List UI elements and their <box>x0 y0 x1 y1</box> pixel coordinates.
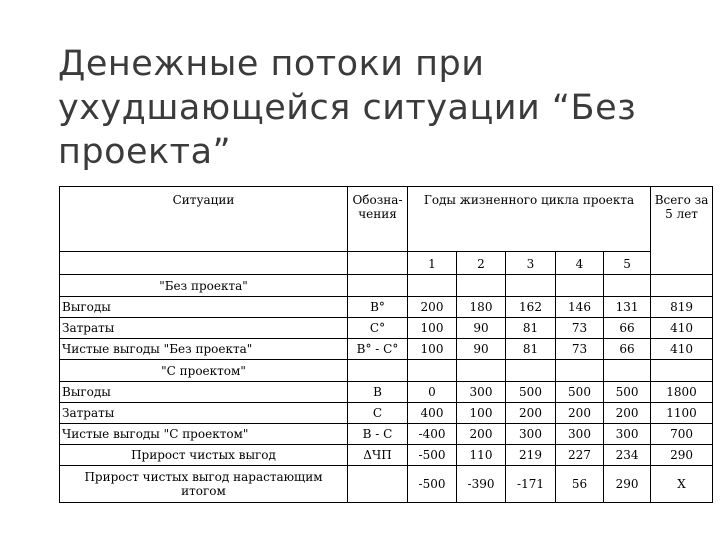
table-cell <box>408 360 457 382</box>
table-cell: 180 <box>457 297 506 318</box>
table-cell <box>651 275 713 297</box>
table-cell <box>457 275 506 297</box>
table-cell: 162 <box>506 297 556 318</box>
table-cell: 81 <box>506 318 556 339</box>
table-row-increment <box>60 445 713 466</box>
table-cell: 300 <box>506 424 556 445</box>
section-row-with <box>60 360 713 382</box>
table-cell: 300 <box>457 382 506 403</box>
row-total: 290 <box>651 445 713 466</box>
table-cell: 500 <box>604 382 651 403</box>
table-cell: 146 <box>556 297 604 318</box>
table-row <box>60 424 713 445</box>
header-total: Всего за 5 лет <box>651 187 713 275</box>
table-cell <box>348 360 408 382</box>
row-total: 1100 <box>651 403 713 424</box>
table-cell: 73 <box>556 339 604 360</box>
table-cell: 227 <box>556 445 604 466</box>
row-label: Выгоды <box>60 297 348 318</box>
row-label: Прирост чистых выгод <box>60 445 348 466</box>
table-cell: 73 <box>556 318 604 339</box>
table-cell <box>408 275 457 297</box>
table-cell: -171 <box>506 466 556 503</box>
row-designation: B - C <box>348 424 408 445</box>
table-cell: 0 <box>408 382 457 403</box>
section-label-with: "С проектом" <box>60 360 348 382</box>
table-cell: -500 <box>408 466 457 503</box>
table-cell <box>556 360 604 382</box>
table-cell: 66 <box>604 318 651 339</box>
row-designation: B° <box>348 297 408 318</box>
header-year-1: 1 <box>408 252 457 275</box>
row-total: 700 <box>651 424 713 445</box>
table-cell: 81 <box>506 339 556 360</box>
table-cell: 234 <box>604 445 651 466</box>
row-total: 410 <box>651 339 713 360</box>
header-year-4: 4 <box>556 252 604 275</box>
cash-flow-table <box>59 186 713 503</box>
row-total: 1800 <box>651 382 713 403</box>
row-total: 410 <box>651 318 713 339</box>
table-cell <box>604 275 651 297</box>
slide-title: Денежные потоки при ухудшающейся ситуации “Без проекта” <box>58 44 637 172</box>
table-cell: -500 <box>408 445 457 466</box>
header-year-2: 2 <box>457 252 506 275</box>
table-cell: 200 <box>408 297 457 318</box>
row-designation: ΔЧП <box>348 445 408 466</box>
table-row-cumulative <box>60 466 713 503</box>
row-total: X <box>651 466 713 503</box>
row-label: Выгоды <box>60 382 348 403</box>
row-label: Чистые выгоды "Без проекта" <box>60 339 348 360</box>
table-cell: 500 <box>556 382 604 403</box>
table-cell: 400 <box>408 403 457 424</box>
table-row <box>60 339 713 360</box>
table-cell: 90 <box>457 339 506 360</box>
table-cell: 500 <box>506 382 556 403</box>
table-cell <box>506 275 556 297</box>
table-cell: 56 <box>556 466 604 503</box>
table-cell: 66 <box>604 339 651 360</box>
row-label: Чистые выгоды "С проектом" <box>60 424 348 445</box>
header-lifecycle: Годы жизненного цикла проекта <box>408 187 651 252</box>
table-cell: 290 <box>604 466 651 503</box>
row-designation: C° <box>348 318 408 339</box>
table-row <box>60 318 713 339</box>
row-label: Прирост чистых выгод нарастающим итогом <box>60 466 348 503</box>
table-cell <box>604 360 651 382</box>
section-label-without: "Без проекта" <box>60 275 348 297</box>
row-designation: C <box>348 403 408 424</box>
section-row-without <box>60 275 713 297</box>
row-label: Затраты <box>60 403 348 424</box>
table-cell <box>457 360 506 382</box>
table-cell: 100 <box>408 318 457 339</box>
row-designation: B <box>348 382 408 403</box>
table-cell <box>506 360 556 382</box>
header-year-5: 5 <box>604 252 651 275</box>
row-designation <box>348 466 408 503</box>
header-situation: Ситуации <box>60 187 348 252</box>
row-designation: B° - C° <box>348 339 408 360</box>
table-cell: 131 <box>604 297 651 318</box>
table-cell: 200 <box>556 403 604 424</box>
table-cell: -390 <box>457 466 506 503</box>
table-cell: 200 <box>604 403 651 424</box>
table-row <box>60 403 713 424</box>
header-designation-blank <box>348 252 408 275</box>
table-cell: 300 <box>556 424 604 445</box>
table-cell: 90 <box>457 318 506 339</box>
row-label: Затраты <box>60 318 348 339</box>
row-total: 819 <box>651 297 713 318</box>
table-row <box>60 382 713 403</box>
table-cell: 200 <box>506 403 556 424</box>
table-cell: 200 <box>457 424 506 445</box>
table-cell: -400 <box>408 424 457 445</box>
table-cell <box>348 275 408 297</box>
table-cell: 300 <box>604 424 651 445</box>
header-situation-blank <box>60 252 348 275</box>
table-cell <box>556 275 604 297</box>
table-cell <box>651 360 713 382</box>
table-row <box>60 297 713 318</box>
header-designation: Обозна-чения <box>348 187 408 252</box>
table-cell: 219 <box>506 445 556 466</box>
table-cell: 100 <box>457 403 506 424</box>
table-cell: 100 <box>408 339 457 360</box>
table-cell: 110 <box>457 445 506 466</box>
header-year-3: 3 <box>506 252 556 275</box>
